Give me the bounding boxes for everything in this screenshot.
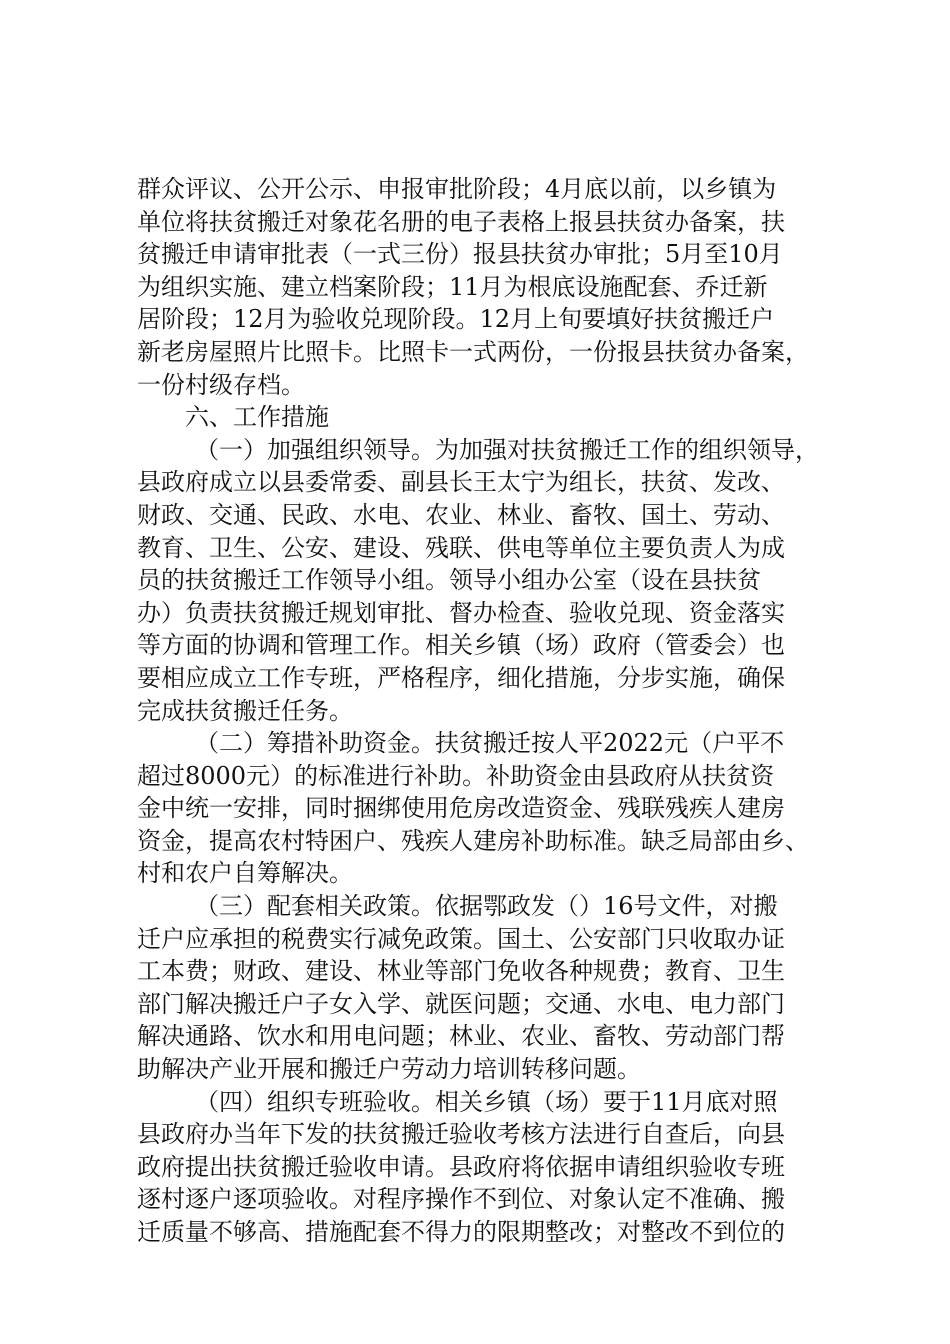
subsection-heading-line: （四）组织专班验收。相关乡镇（场）要于11月底对照 [195,1087,778,1116]
section-heading: 六、工作措施 [185,403,329,432]
body-line: 员的扶贫搬迁工作领导小组。领导小组办公室（设在县扶贫 [137,566,761,595]
body-line: 财政、交通、民政、水电、农业、林业、畜牧、国土、劳动、 [137,500,785,529]
body-line: 单位将扶贫搬迁对象花名册的电子表格上报县扶贫办备案，扶 [137,207,785,236]
document-body [137,173,837,1249]
body-line: 等方面的协调和管理工作。相关乡镇（场）政府（管委会）也 [137,631,785,660]
body-line: 居阶段；12月为验收兑现阶段。12月上旬要填好扶贫搬迁户 [137,305,775,334]
subsection-heading-line: （一）加强组织领导。为加强对扶贫搬迁工作的组织领导， [195,435,819,464]
body-line: 逐村逐户逐项验收。对程序操作不到位、对象认定不准确、搬 [137,1185,785,1214]
body-line: 一份村级存档。 [137,370,305,399]
body-line: 资金，提高农村特困户、残疾人建房补助标准。缺乏局部由乡、 [137,826,809,855]
body-line: 村和农户自筹解决。 [137,859,353,888]
body-line: 工本费；财政、建设、林业等部门免收各种规费；教育、卫生 [137,957,785,986]
body-line: 完成扶贫搬迁任务。 [137,696,353,725]
body-line: 迁质量不够高、措施配套不得力的限期整改；对整改不到位的 [137,1218,785,1246]
body-line: 为组织实施、建立档案阶段；11月为根底设施配套、乔迁新 [137,272,768,301]
body-line: 部门解决搬迁户子女入学、就医问题；交通、水电、电力部门 [137,989,785,1018]
body-line: 新老房屋照片比照卡。比照卡一式两份，一份报县扶贫办备案， [137,337,809,366]
body-line: 教育、卫生、公安、建设、残联、供电等单位主要负责人为成 [137,533,785,562]
body-line: 超过8000元）的标准进行补助。补助资金由县政府从扶贫资 [137,761,775,790]
body-line: 要相应成立工作专班，严格程序，细化措施，分步实施，确保 [137,663,785,692]
body-line: 解决通路、饮水和用电问题；林业、农业、畜牧、劳动部门帮 [137,1022,785,1051]
body-line: 政府提出扶贫搬迁验收申请。县政府将依据申请组织验收专班 [137,1152,785,1181]
subsection-heading-line: （二）筹措补助资金。扶贫搬迁按人平2022元（户平不 [195,729,785,758]
body-line: 县政府成立以县委常委、副县长王太宁为组长，扶贫、发改、 [137,468,785,497]
body-line: 县政府办当年下发的扶贫搬迁验收考核方法进行自查后，向县 [137,1120,785,1149]
body-line: 迁户应承担的税费实行减免政策。国土、公安部门只收取办证 [137,924,785,953]
body-line: 办）负责扶贫搬迁规划审批、督办检查、验收兑现、资金落实 [137,598,785,627]
body-line: 助解决产业开展和搬迁户劳动力培训转移问题。 [137,1055,641,1084]
body-line: 金中统一安排，同时捆绑使用危房改造资金、残联残疾人建房 [137,794,785,823]
body-line: 贫搬迁申请审批表（一式三份）报县扶贫办审批；5月至10月 [137,240,783,269]
body-line: 群众评议、公开公示、申报审批阶段；4月底以前，以乡镇为 [137,175,777,203]
subsection-heading-line: （三）配套相关政策。依据鄂政发（）16号文件，对搬 [195,892,778,921]
